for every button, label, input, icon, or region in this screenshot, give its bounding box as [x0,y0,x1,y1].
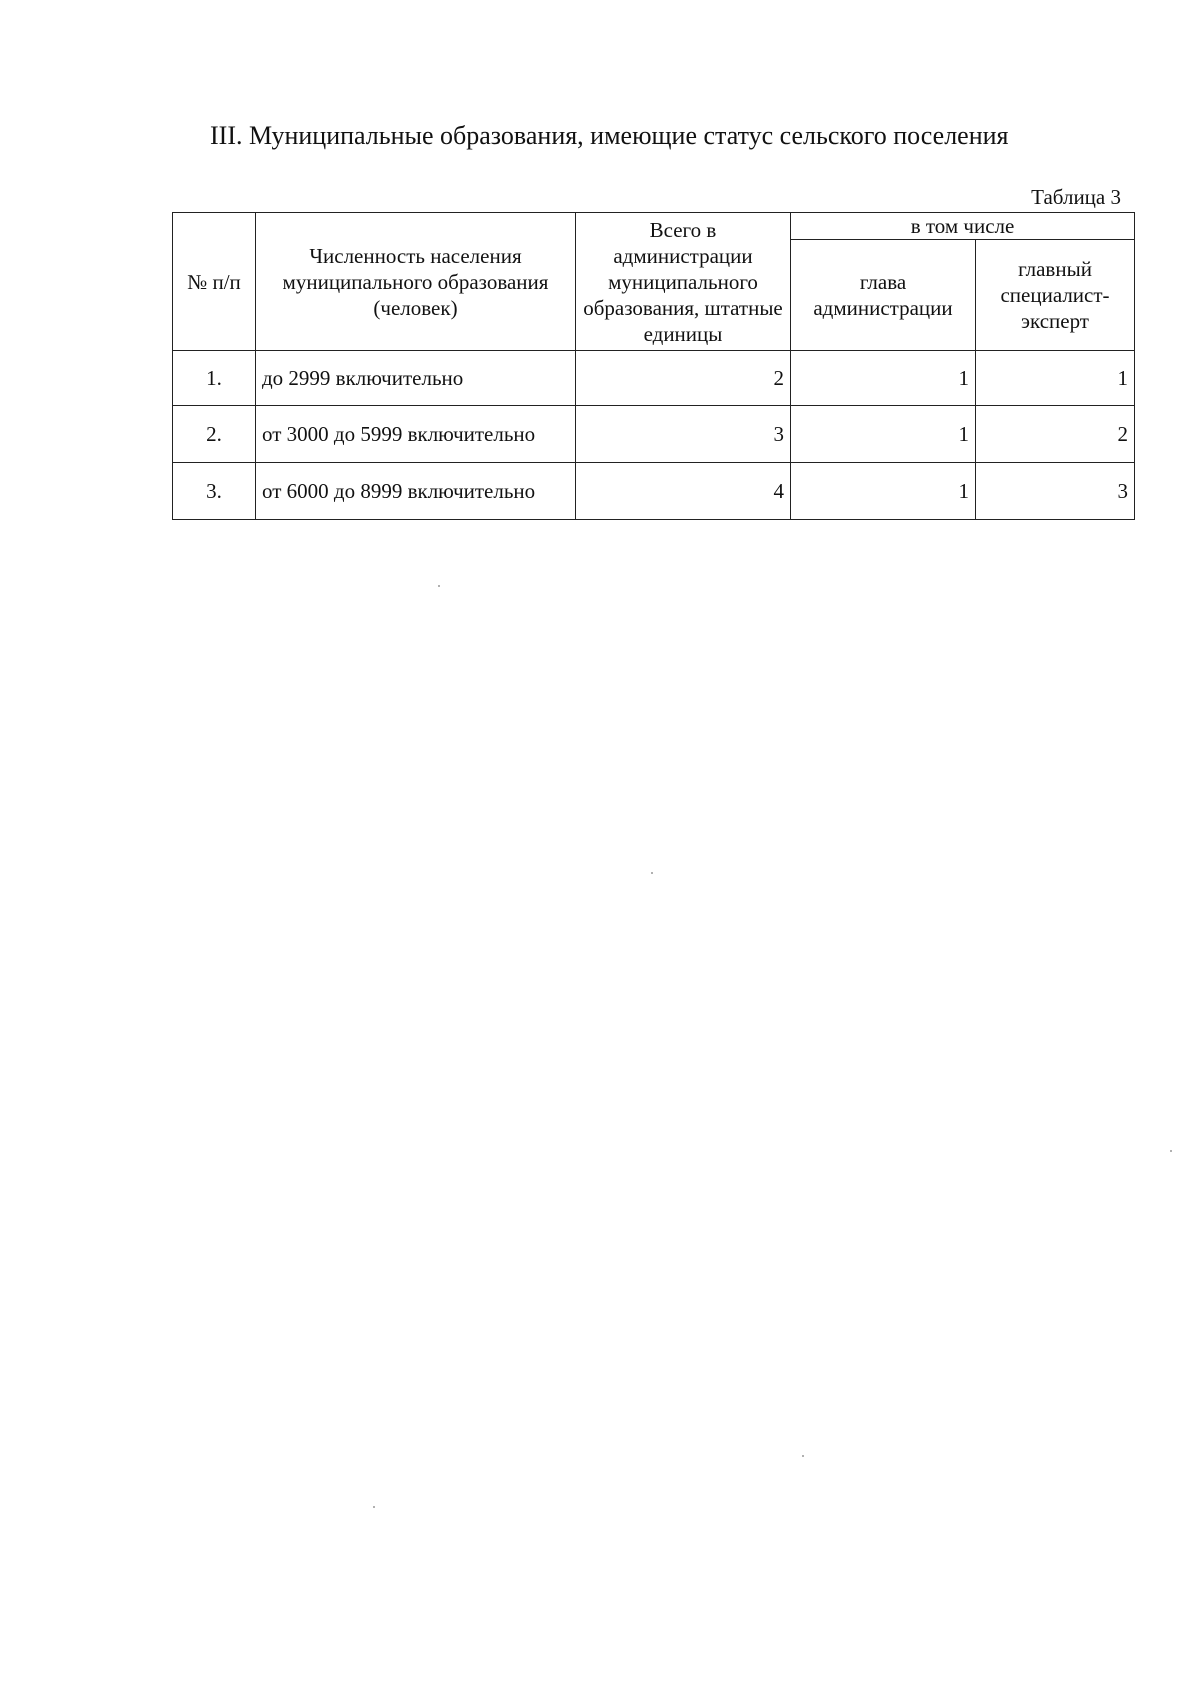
header-head-admin: глава администрации [791,240,976,351]
row-number: 2. [173,406,256,463]
header-number: № п/п [173,213,256,351]
row-chief-specialist: 1 [976,351,1135,406]
row-head-admin: 1 [791,351,976,406]
row-chief-specialist: 3 [976,463,1135,520]
row-head-admin: 1 [791,463,976,520]
table-body [173,351,1135,520]
row-head-admin: 1 [791,406,976,463]
table-row [173,463,1135,520]
row-total: 2 [576,351,791,406]
table-label: Таблица 3 [1031,185,1121,209]
header-total: Всего в администрации муниципального образования, штатные единицы [576,213,791,351]
row-population: от 3000 до 5999 включительно [256,406,576,463]
table-header [173,213,1135,351]
scan-speck [373,1506,375,1508]
row-total: 3 [576,406,791,463]
header-chief-specialist: главный специалист-эксперт [976,240,1135,351]
scan-speck [438,585,440,587]
row-number: 3. [173,463,256,520]
table-row [173,406,1135,463]
header-including: в том числе [791,213,1135,240]
scan-speck [1170,1150,1172,1152]
header-row-top [173,213,1135,240]
row-population: до 2999 включительно [256,351,576,406]
header-population: Численность населения муниципального образования (человек) [256,213,576,351]
section-title: III. Муниципальные образования, имеющие статус сельского поселения [210,121,1009,150]
table-row [173,351,1135,406]
scan-speck [651,872,653,874]
row-number: 1. [173,351,256,406]
row-population: от 6000 до 8999 включительно [256,463,576,520]
scan-speck [802,1455,804,1457]
staffing-table [172,212,1135,520]
row-total: 4 [576,463,791,520]
row-chief-specialist: 2 [976,406,1135,463]
